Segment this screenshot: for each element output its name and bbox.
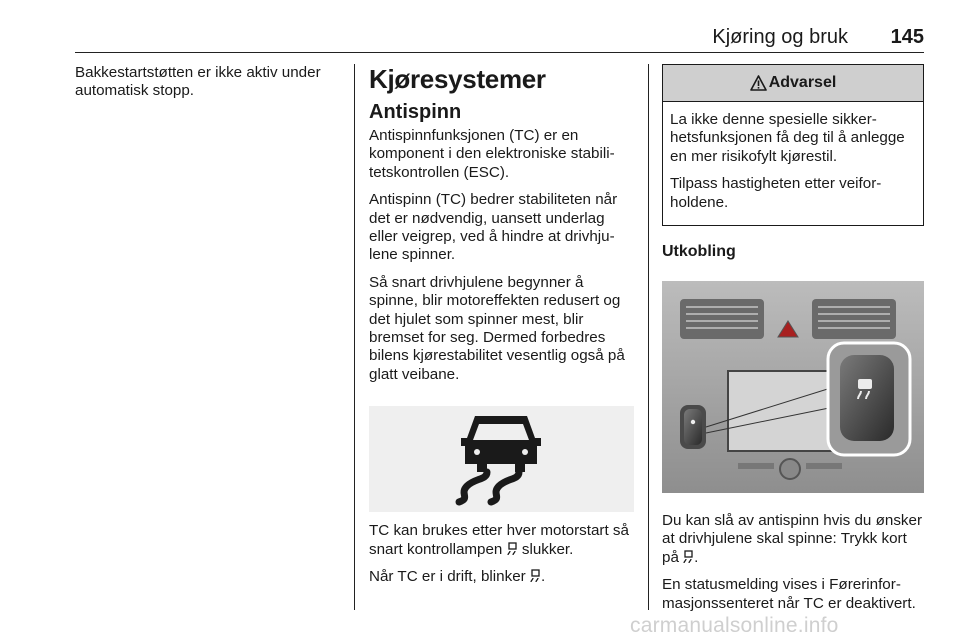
column-divider <box>648 64 649 610</box>
column-left <box>75 64 345 110</box>
watermark: carmanualsonline.info <box>630 614 839 637</box>
section-heading: Utkobling <box>662 243 736 261</box>
paragraph: TC kan brukes etter hver motorstart så snart kontrollampen slukker. <box>369 522 629 558</box>
dashboard-tc-button-photo <box>662 281 924 493</box>
traction-control-icon <box>507 542 518 556</box>
traction-control-icon <box>683 550 694 564</box>
page-number: 145 <box>890 26 924 48</box>
paragraph: Du kan slå av antispinn hvis du ønsker at drivhjulene skal spinne: Trykk kort på . <box>662 512 923 566</box>
traction-control-icon <box>369 406 634 512</box>
paragraph: Antispinn (TC) bedrer stabiliteten når det er nødvendig, uansett underlag eller veigrep, ved å hindre at drivhjulene spinner. <box>369 191 618 264</box>
traction-control-symbol <box>369 406 634 512</box>
paragraph: Antispinnfunksjonen (TC) er en komponent i den elektroniske stabilitetskontrollen (ESC). <box>369 127 615 181</box>
page-header <box>75 24 924 53</box>
warning-body <box>663 102 923 225</box>
section-heading: Antispinn <box>369 101 462 123</box>
chapter-heading: Kjøresystemer <box>369 64 546 94</box>
column-right <box>662 64 924 622</box>
warning-triangle-icon <box>750 75 767 91</box>
section-title: Kjøring og bruk <box>712 26 848 48</box>
paragraph: La ikke denne spesielle sikkerhetsfunksjonen få deg til å anlegge en mer risikofylt kjørestil. <box>670 111 905 165</box>
warning-box <box>662 64 924 226</box>
paragraph: Så snart drivhjulene begynner å spinne, blir motoreffekten redusert og det hjulet som spinner mest, blir bremset for seg. Dermed forbedres bilens kjørestabilitet vesentlig også på glatt veibane. <box>369 273 625 383</box>
column-divider <box>354 64 355 610</box>
paragraph: En statusmelding vises i Førerinformasjonssenteret når TC er deaktivert. <box>662 576 916 612</box>
paragraph: Tilpass hastigheten etter veiforholdene. <box>670 175 882 211</box>
traction-control-icon <box>530 569 541 583</box>
column-middle <box>369 64 634 596</box>
paragraph: Når TC er i drift, blinker . <box>369 568 546 586</box>
paragraph: Bakkestartstøtten er ikke aktiv under automatisk stopp. <box>75 64 321 100</box>
warning-title: Advarsel <box>768 74 837 91</box>
warning-header <box>663 65 923 102</box>
